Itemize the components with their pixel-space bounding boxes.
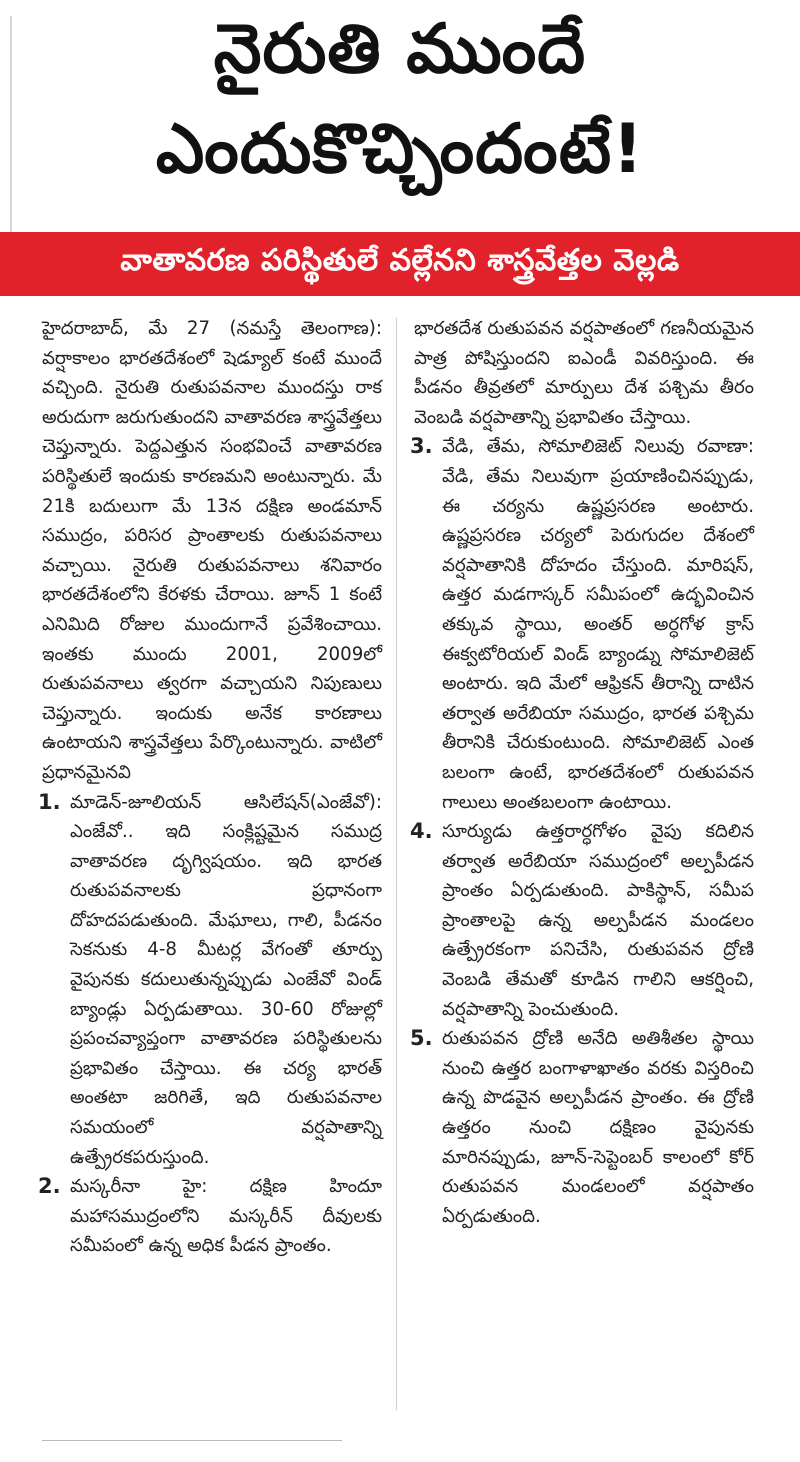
- headline-line-1: నైరుతి ముందే: [213, 10, 587, 89]
- bottom-rule: [42, 1440, 342, 1441]
- left-margin-rule: [10, 16, 12, 241]
- item-text: సూర్యుడు ఉత్తరార్ధగోళం వైపు కదిలిన తర్వాత అరేబియా సముద్రంలో అల్పపీడన ప్రాంతం ఏర్పడుతుంది. పాకిస్థాన్, సమీప ప్రాంతాలపై ఉన్న అల్పపీడన మండలం ఉత్ప్రేరకంగా పనిచేసి, రుతుపవన ద్రోణి వెంబడి తేమతో కూడిన గాలిని ఆకర్షించి, వర్షపాతాన్ని పెంచుతుంది.: [442, 821, 754, 1020]
- list-item-1: [38, 788, 382, 1173]
- article-intro: హైదరాబాద్, మే 27 (నమస్తే తెలంగాణ): వర్షాకాలం భారతదేశంలో షెడ్యూల్ కంటే ముందే వచ్చింది. నైరుతి రుతుపవనాల ముందస్తు రాక అరుదుగా జరుగుతుందని వాతావరణ శాస్త్రవేత్తలు చెప్తున్నారు. పెద్దఎత్తున సంభవించే వాతావరణ పరిస్థితులే ఇందుకు కారణమని అంటున్నారు. మే 21కి బదులుగా మే 13న దక్షిణ అండమాన్ సముద్రం, పరిసర ప్రాంతాలకు రుతుపవనాలు వచ్చాయి. నైరుతి రుతుపవనాలు శనివారం భారతదేశంలోని కేరళకు చేరాయి. జూన్ 1 కంటే ఎనిమిది రోజుల ముందుగానే ప్రవేశించాయి. ఇంతకు ముందు 2001, 2009లో రుతుపవనాలు త్వరగా వచ్చాయని నిపుణులు చెప్తున్నారు. ఇందుకు అనేక కారణాలు ఉంటాయని శాస్త్రవేత్తలు పేర్కొంటున్నారు. వాటిలో ప్రధానమైనవి: [42, 318, 382, 783]
- item-number: 1.: [38, 789, 61, 814]
- article-column-right: [410, 314, 754, 1231]
- item-number: 4.: [410, 819, 433, 844]
- subheadline: వాతావరణ పరిస్థితులే వల్లేనని శాస్త్రవేత్తల వెల్లడి: [120, 243, 680, 278]
- column-divider: [396, 318, 397, 1410]
- item-text: మాడెన్-జూలియన్ ఆసిలేషన్(ఎంజేవో): ఎంజేవో.. ఇది సంక్లిష్టమైన సముద్ర వాతావరణ దృగ్విషయం. ఇది భారత రుతుపవనాలకు ప్రధానంగా దోహదపడుతుంది. మేఘాలు, గాలి, పీడనం సెకనుకు 4-8 మీటర్ల వేగంతో తూర్పు వైపునకు కదులుతున్నప్పుడు ఎంజేవో విండ్ బ్యాండ్లు ఏర్పడుతాయి. 30-60 రోజుల్లో ప్రపంచవ్యాప్తంగా వాతావరణ పరిస్థితులను ప్రభావితం చేస్తాయి. ఈ చర్య భారత్ అంతటా జరిగితే, ఇది రుతుపవనాల సమయంలో వర్షపాతాన్ని ఉత్ప్రేరకపరుస్తుంది.: [70, 791, 382, 1168]
- item-number: 2.: [38, 1174, 61, 1199]
- item-text: రుతుపవన ద్రోణి అనేది అతిశీతల స్థాయి నుంచి ఉత్తర బంగాళాఖాతం వరకు విస్తరించి ఉన్న పొడవైన అల్పపీడన ప్రాంతం. ఈ ద్రోణి ఉత్తరం నుంచి దక్షిణం వైపునకు మారినప్పుడు, జూన్-సెప్టెంబర్ కాలంలో కోర్ రుతుపవన మండలంలో వర్షపాతం ఏర్పడుతుంది.: [442, 1028, 754, 1227]
- article-column-left: [38, 314, 382, 1261]
- headline: [40, 0, 760, 200]
- list-item-2: [38, 1172, 382, 1261]
- item-2-continuation: భారతదేశ రుతుపవన వర్షపాతంలో గణనీయమైన పాత్ర పోషిస్తుందని ఐఎండీ వివరిస్తుంది. ఈ పీడనం తీవ్రతలో మార్పులు దేశ పశ్చిమ తీరం వెంబడి వర్షపాతాన్ని ప్రభావితం చేస్తాయి.: [414, 318, 754, 428]
- item-number: 3.: [410, 434, 433, 459]
- list-item-5: [410, 1024, 754, 1231]
- item-text: మస్కరీనా హై: దక్షిణ హిందూ మహాసముద్రంలోని మస్కరీన్ దీవులకు సమీపంలో ఉన్న అధిక పీడన ప్రాంతం.: [70, 1176, 382, 1257]
- item-text: వేడి, తేమ, సోమాలిజెట్ నిలువు రవాణా: వేడి, తేమ నిలువుగా ప్రయాణించినప్పుడు, ఈ చర్యను ఉష్ణప్రసరణ అంటారు. ఉష్ణప్రసరణ చర్యలో పెరుగుదల దేశంలో వర్షపాతానికి దోహదం చేస్తుంది. మారిషస్, ఉత్తర మడగాస్కర్ సమీపంలో ఉద్భవించిన తక్కువ స్థాయి, అంతర్ అర్ధగోళ క్రాస్ ఈక్వటోరియల్ విండ్ బ్యాండ్ను సోమాలిజెట్ అంటారు. ఇది మేలో ఆఫ్రికన్ తీరాన్ని దాటిన తర్వాత అరేబియా సముద్రం, భారత పశ్చిమ తీరానికి చేరుకుంటుంది. సోమాలిజెట్ ఎంత బలంగా ఉంటే, భారతదేశంలో రుతుపవన గాలులు అంతబలంగా ఉంటాయి.: [442, 436, 754, 813]
- item-number: 5.: [410, 1026, 433, 1051]
- headline-line-2: ఎందుకొచ్చిందంటే!: [155, 110, 645, 189]
- list-item-4: [410, 817, 754, 1024]
- subheadline-banner: [0, 232, 800, 296]
- list-item-3: [410, 432, 754, 817]
